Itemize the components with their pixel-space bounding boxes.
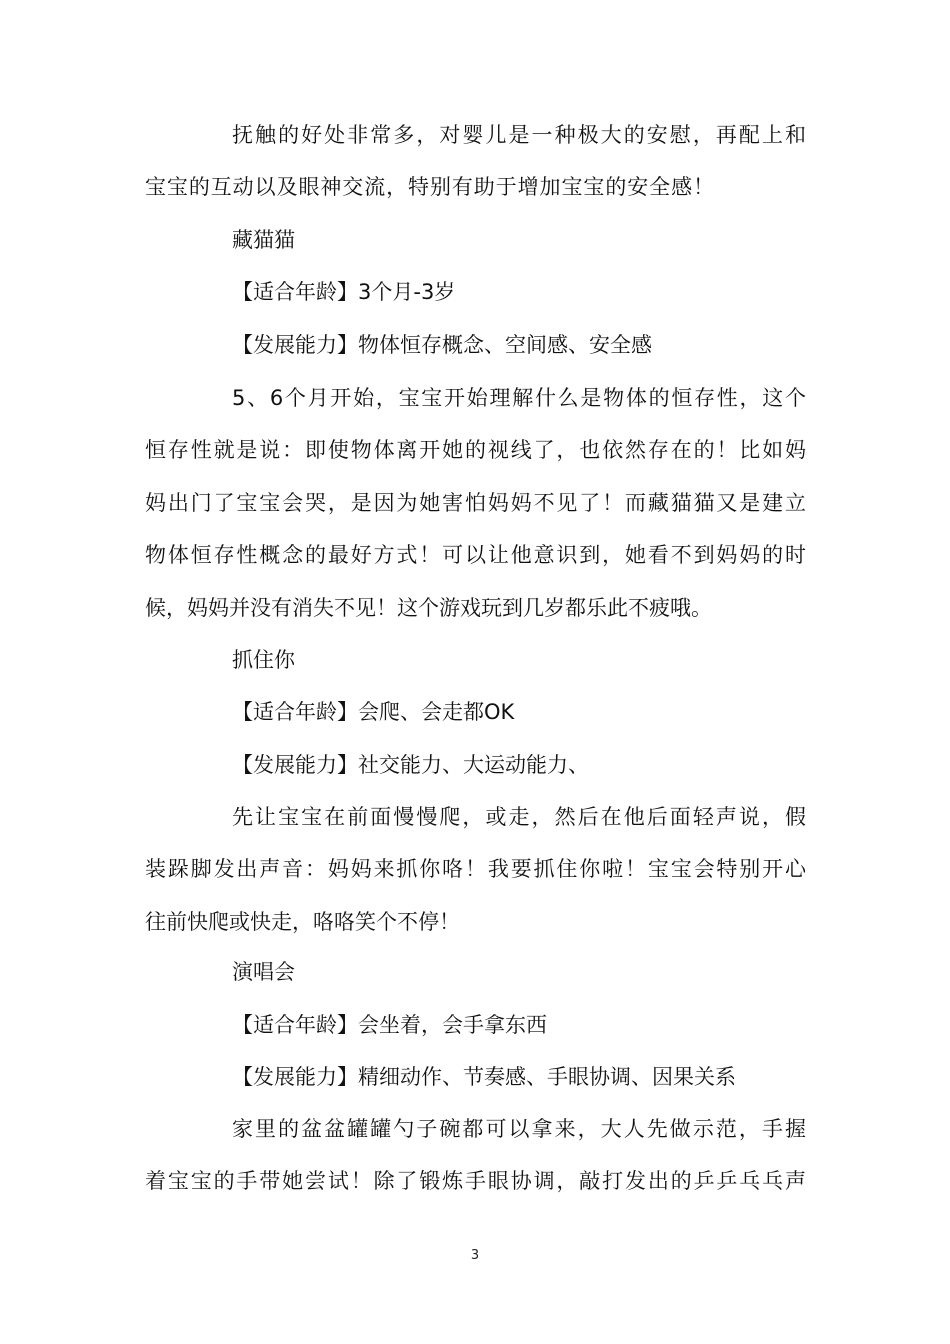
paragraph-line: 妈出门了宝宝会哭，是因为她害怕妈妈不见了！而藏猫猫又是建立 — [145, 491, 806, 515]
age-line: 【适合年龄】3个月-3岁 — [232, 280, 456, 304]
section-heading: 藏猫猫 — [232, 228, 295, 252]
paragraph-line: 往前快爬或快走，咯咯笑个不停！ — [145, 910, 460, 934]
paragraph-line: 恒存性就是说：即使物体离开她的视线了，也依然存在的！比如妈 — [145, 438, 806, 462]
paragraph-line: 5、6个月开始，宝宝开始理解什么是物体的恒存性，这个 — [232, 386, 806, 410]
paragraph-line: 宝宝的互动以及眼神交流，特别有助于增加宝宝的安全感！ — [145, 175, 714, 199]
paragraph-line: 着宝宝的手带她尝试！除了锻炼手眼协调，敲打发出的乒乒乓乓声 — [145, 1169, 806, 1193]
ability-line: 【发展能力】精细动作、节奏感、手眼协调、因果关系 — [232, 1065, 736, 1089]
ability-line: 【发展能力】物体恒存概念、空间感、安全感 — [232, 333, 652, 357]
page-number: 3 — [470, 1248, 480, 1263]
paragraph-line: 家里的盆盆罐罐勺子碗都可以拿来，大人先做示范，手握 — [232, 1117, 806, 1141]
paragraph-line: 抚触的好处非常多，对婴儿是一种极大的安慰，再配上和 — [232, 123, 806, 147]
age-line: 【适合年龄】会爬、会走都OK — [232, 700, 515, 724]
section-heading: 演唱会 — [232, 960, 295, 984]
ability-line: 【发展能力】社交能力、大运动能力、 — [232, 753, 589, 777]
paragraph-line: 装跺脚发出声音：妈妈来抓你咯！我要抓住你啦！宝宝会特别开心 — [145, 857, 806, 881]
paragraph-line: 候，妈妈并没有消失不见！这个游戏玩到几岁都乐此不疲哦。 — [145, 596, 712, 620]
section-heading: 抓住你 — [232, 648, 295, 672]
paragraph-line: 物体恒存性概念的最好方式！可以让他意识到，她看不到妈妈的时 — [145, 543, 806, 567]
paragraph-line: 先让宝宝在前面慢慢爬，或走，然后在他后面轻声说，假 — [232, 805, 806, 829]
age-line: 【适合年龄】会坐着，会手拿东西 — [232, 1013, 547, 1037]
